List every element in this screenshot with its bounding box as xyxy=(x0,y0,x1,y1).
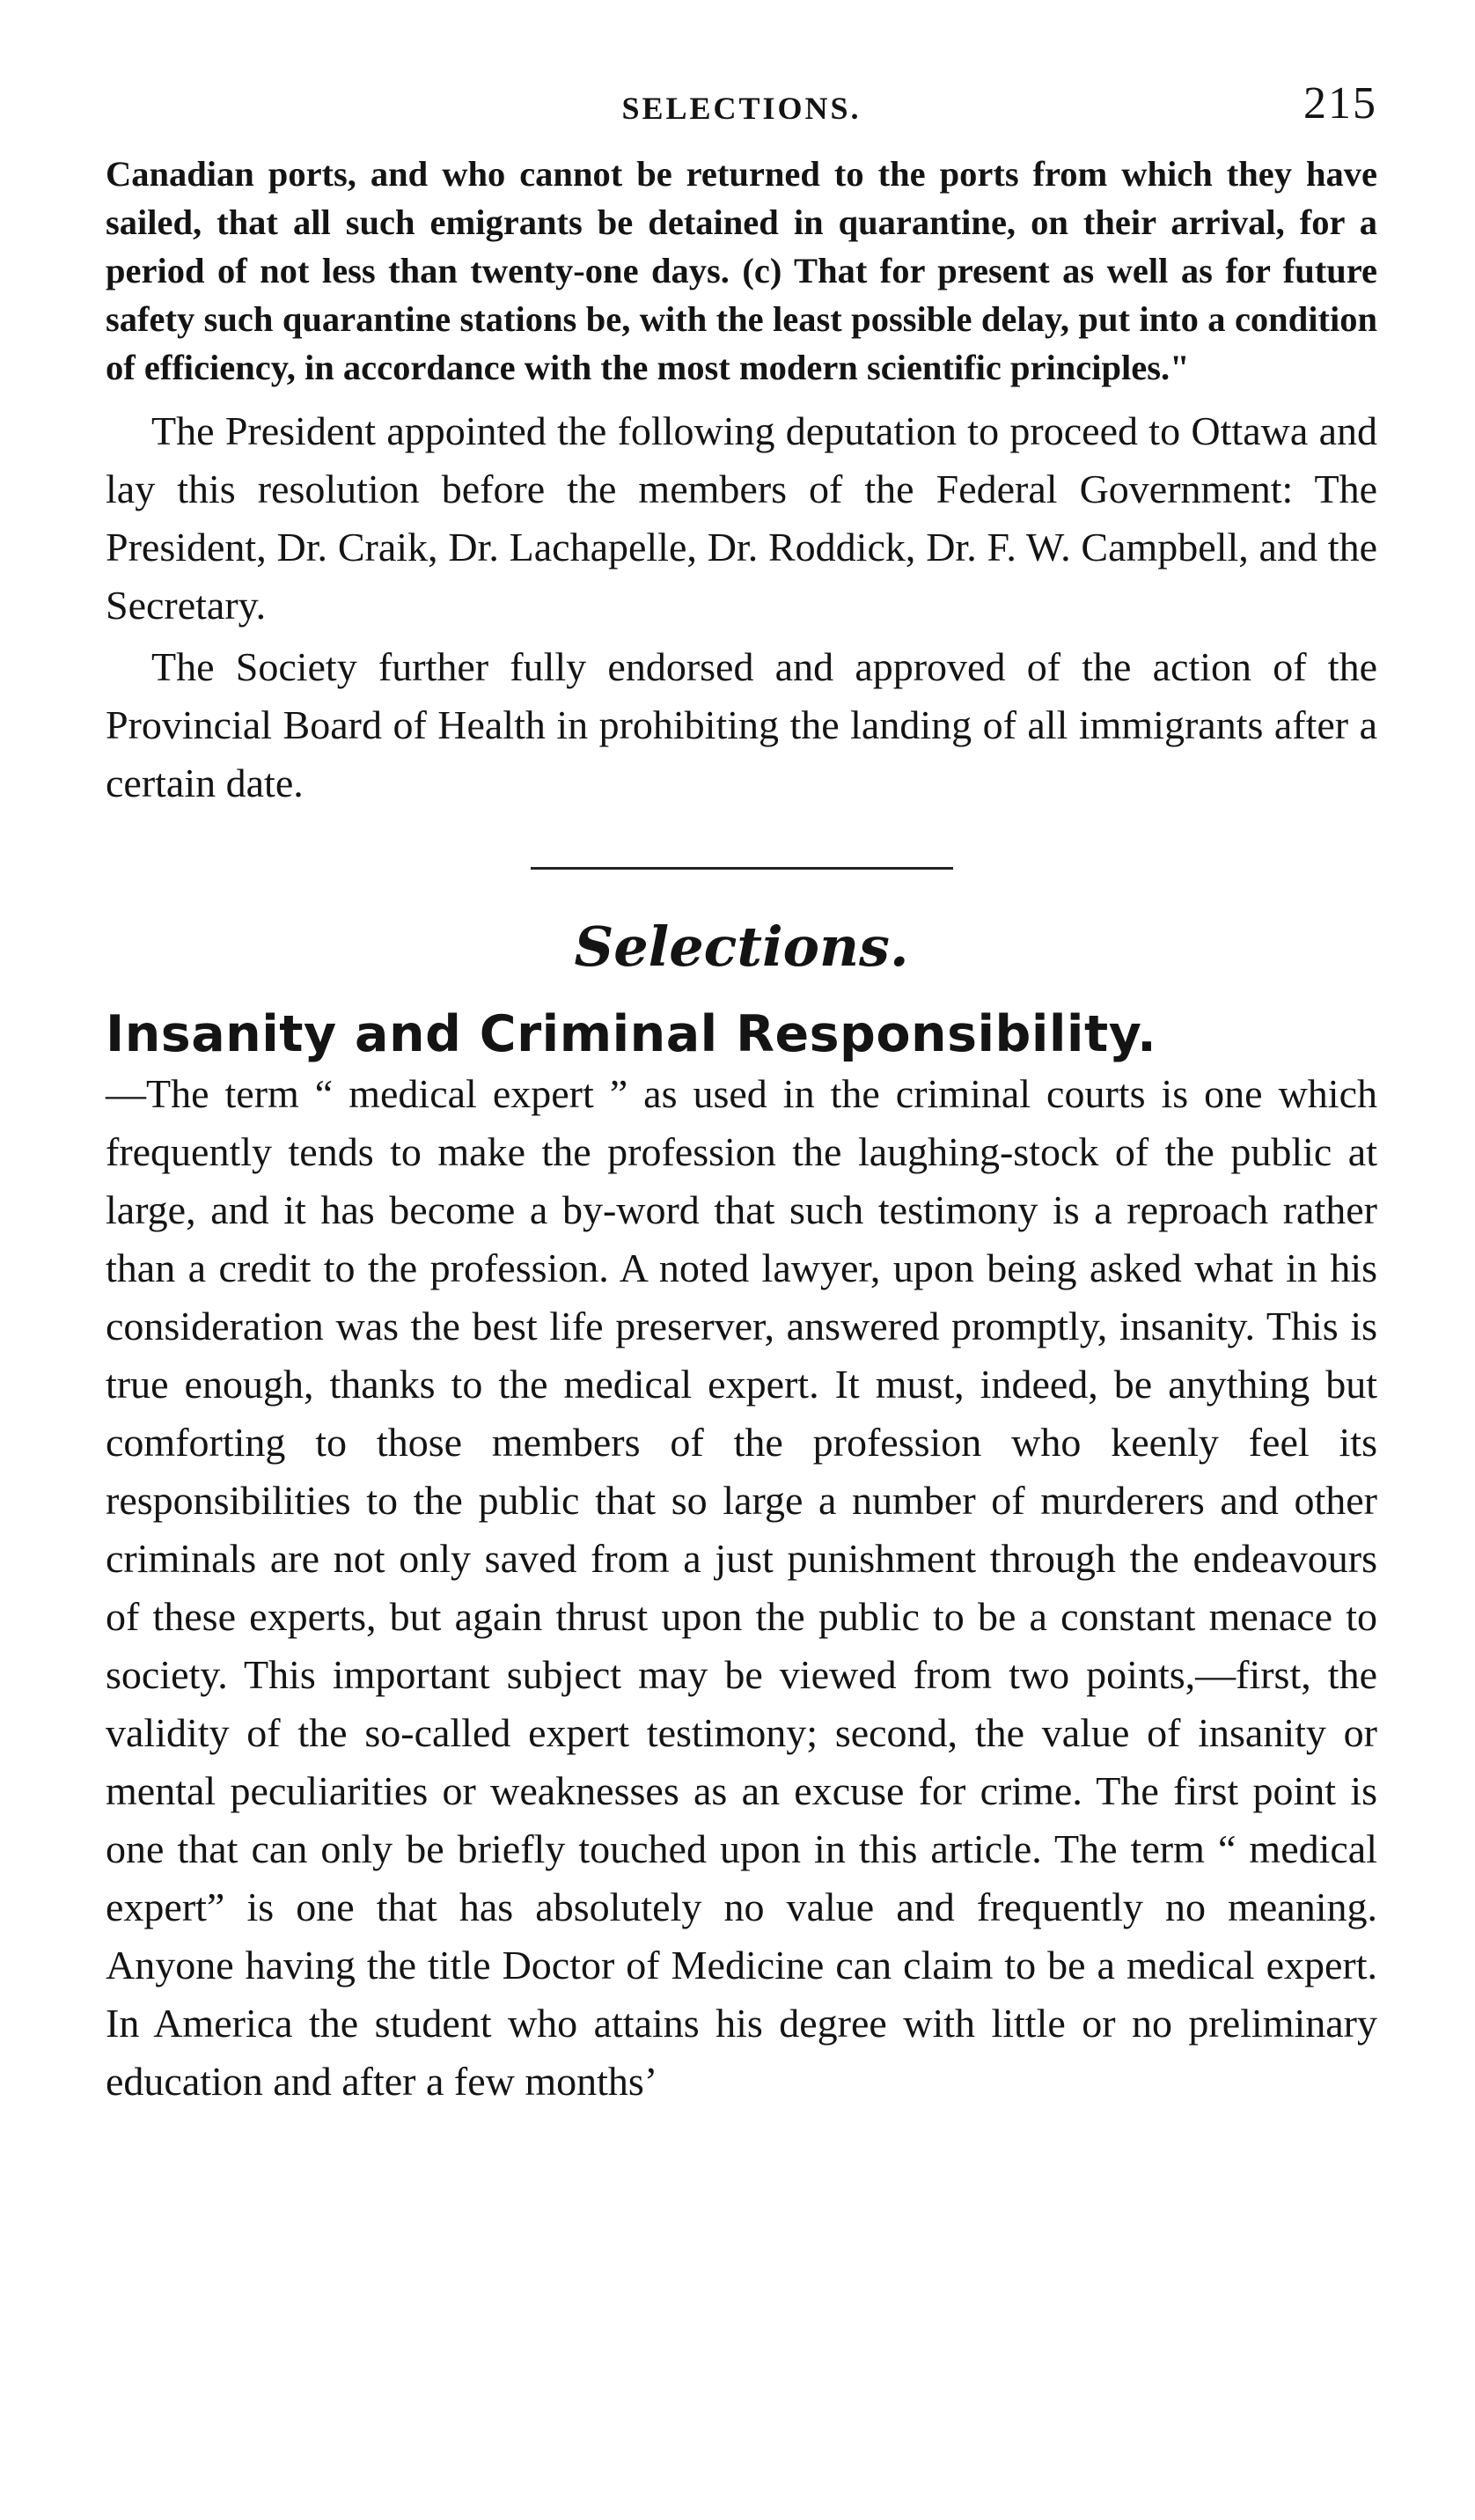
article-body: —The term “ medical expert ” as used in the criminal courts is one which frequently tends to make the profession the laughing-stock of the public at large, and it has become a by-word that such testimony is a reproach rather than a credit to the profession. A noted lawyer, upon being asked what in his consideration was the best life preserver, answered promptly, insanity. This is true enough, thanks to the medical expert. It must, indeed, be anything but comforting to those members of the profession who keenly feel its responsibilities to the public that so large a number of murderers and other criminals are not only saved from a just punishment through the endeavours of these experts, but again thrust upon the public to be a constant menace to society. This important subject may be viewed from two points,—first, the validity of the so-called expert testimony; second, the value of insanity or mental peculiarities or weaknesses as an excuse for crime. The first point is one that can only be briefly touched upon in this article. The term “ medical expert” is one that has absolutely no value and frequently no meaning. Anyone having the title Doctor of Medicine can claim to be a medical expert. In America the student who attains his degree with little or no preliminary education and after a few months’ xyxy=(106,1071,1377,2104)
section-divider xyxy=(531,867,953,870)
page xyxy=(106,70,1377,2111)
section-heading: Selections. xyxy=(574,915,909,979)
page-number: 215 xyxy=(1303,78,1377,129)
running-title: SELECTIONS. xyxy=(621,91,862,126)
running-head xyxy=(106,70,1377,150)
resolution-continued-text: Canadian ports, and who cannot be returned to the ports from which they have sailed, that all such emigrants be detained in quarantine, on their arrival, for a period of not less than twenty-one days. (c) That for present as well as for future safety such quarantine stations be, with the least possible delay, put into a condition of efficiency, in accordance with the most modern scientific principles." xyxy=(106,154,1377,387)
deputation-paragraph: The President appointed the following deputation to proceed to Ottawa and lay this resolution before the members of the Federal Government: The President, Dr. Craik, Dr. Lachapelle, Dr. Roddick, Dr. F. W. Campbell, and the Secretary. xyxy=(106,408,1377,628)
article-title: Insanity and Criminal Responsibility. xyxy=(106,1005,1157,1063)
board-of-health-paragraph: The Society further fully endorsed and approved of the action of the Provincial Board of Health in prohibiting the landing of all immigrants after a certain date. xyxy=(106,644,1377,805)
